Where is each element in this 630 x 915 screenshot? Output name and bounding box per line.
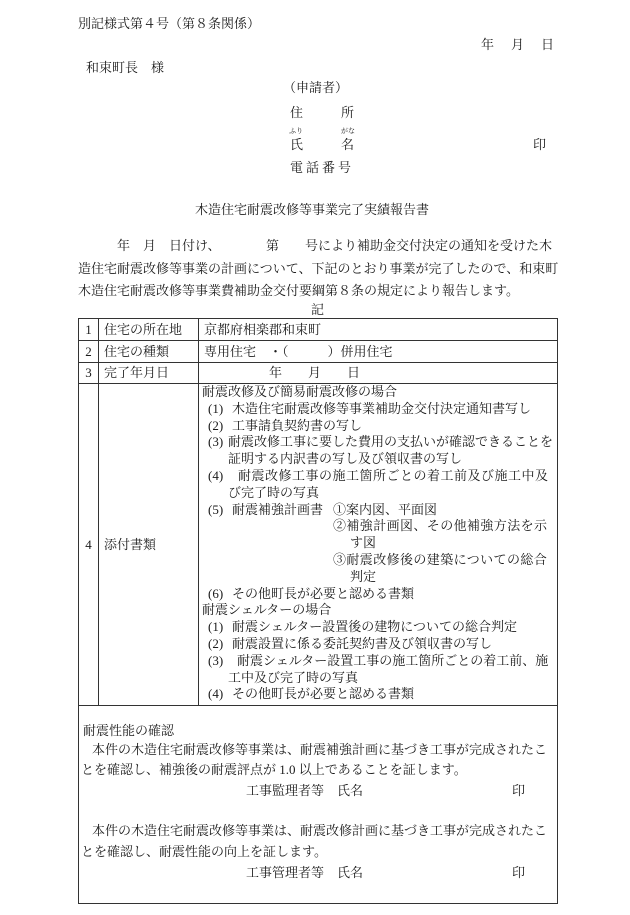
certification-line: とを確認し、耐震性能の向上を証します。 <box>81 844 327 859</box>
attachment-item-number: (5) <box>208 501 224 517</box>
row-number-text: 2 <box>85 343 92 359</box>
attachment-item-number: (3) <box>208 652 224 668</box>
applicant-heading: （申請者） <box>283 80 349 95</box>
name-furigana-left: ふり <box>289 127 303 135</box>
certification-line: 本件の木造住宅耐震改修等事業は、耐震改修計画に基づき工事が完成されたこ <box>79 823 548 838</box>
attachment-item-text: 耐震シェルター設置後の建物についての総合判定 <box>232 619 517 635</box>
row-value <box>199 363 558 384</box>
attachment-item-text: 工事請負契約書の写し <box>232 417 363 433</box>
addressee: 和束町長 様 <box>86 60 165 75</box>
attachment-item-text: 証明する内訳書の写し及び領収書の写し <box>228 451 463 467</box>
body-line: 木造住宅耐震改修等事業費補助金交付要綱第８条の規定により報告します。 <box>78 283 519 298</box>
attachment-item-text: 耐震設置に係る委託契約書及び領収書の写し <box>232 636 493 651</box>
signer-label: 工事管理者等 氏名 <box>246 865 364 880</box>
attachment-item-number: (2) <box>208 636 224 651</box>
body-line: 造住宅耐震改修等事業の計画について、下記のとおり事業が完了したので、和束町 <box>78 261 559 276</box>
row-value-text: 専用住宅 ・（ ）併用住宅 <box>204 343 393 359</box>
row-label-text: 住宅の所在地 <box>104 321 183 337</box>
certification-line: とを確認し、補強後の耐震評点が 1.0 以上であることを証します。 <box>81 762 467 777</box>
attachment-item-number: (4) <box>208 468 224 483</box>
row-value <box>199 341 558 363</box>
applicant-seal: 印 <box>533 137 547 152</box>
attachment-item-number: (1) <box>208 619 224 635</box>
attachment-item-text: 耐震改修工事に要した費用の支払いが確認できることを <box>228 434 554 450</box>
row-label-text: 添付書類 <box>104 536 157 552</box>
row-number <box>79 363 99 384</box>
row-value <box>199 319 558 341</box>
attachments-section-heading: 耐震改修及び簡易耐震改修の場合 <box>202 384 398 399</box>
name-furigana-right: がな <box>341 127 355 135</box>
attachment-item-text: 耐震補強計画書 <box>232 501 324 517</box>
attachment-sub-item: す図 <box>350 535 377 551</box>
name-label: 氏 名 <box>290 137 359 152</box>
row-label <box>99 341 199 363</box>
certification-box <box>78 706 558 904</box>
signer-label: 工事監理者等 氏名 <box>246 783 364 798</box>
attachment-item-number: (3) <box>208 434 224 450</box>
attachment-item-text: 耐震シェルター設置工事の施工箇所ごとの着工前、施 <box>237 652 549 668</box>
attachments-section-heading: 耐震シェルターの場合 <box>202 602 332 618</box>
row-number-text: 3 <box>85 365 92 380</box>
row-number <box>79 341 99 363</box>
attachment-item-number: (6) <box>208 585 224 601</box>
row-number <box>79 319 99 341</box>
certification-heading: 耐震性能の確認 <box>83 723 175 738</box>
attachment-item-number: (2) <box>208 417 224 433</box>
attachment-item-text: 耐震改修工事の施工箇所ごとの着工前及び施工中及 <box>238 468 549 483</box>
attachment-item-text: び完了時の写真 <box>228 484 320 500</box>
attachment-item-text: その他町長が必要と認める書類 <box>232 686 415 702</box>
attachments-cell <box>199 384 558 706</box>
attachment-item-text: 工中及び完了時の写真 <box>228 669 359 685</box>
row-label-text: 住宅の種類 <box>104 343 170 359</box>
details-table <box>78 318 558 706</box>
row-label-text: 完了年月日 <box>104 365 170 380</box>
row-label <box>99 363 199 384</box>
row-label <box>99 384 199 706</box>
address-label: 住 所 <box>290 105 359 120</box>
signer-seal: 印 <box>512 783 526 798</box>
form-number-label: 別記様式第４号（第８条関係） <box>78 16 261 31</box>
attachment-sub-item: ①案内図、平面図 <box>333 501 438 517</box>
ki-marker: 記 <box>311 302 325 317</box>
attachment-sub-item: ③耐震改修後の建築についての総合 <box>333 552 548 567</box>
certification-line: 本件の木造住宅耐震改修等事業は、耐震補強計画に基づき工事が完成されたこ <box>79 742 548 757</box>
document-title: 木造住宅耐震改修等事業完了実績報告書 <box>195 202 430 217</box>
row-number-text: 1 <box>85 321 92 337</box>
signer-seal: 印 <box>512 865 526 880</box>
phone-label: 電話番号 <box>290 160 355 175</box>
attachment-item-text: その他町長が必要と認める書類 <box>232 585 415 601</box>
attachment-sub-item: ②補強計画図、その他補強方法を示 <box>333 518 548 534</box>
row-value-text: 年 月 日 <box>204 365 361 380</box>
attachment-item-number: (1) <box>208 400 224 416</box>
row-number <box>79 384 99 706</box>
body-line: 年 月 日付け、 第 号により補助金交付決定の通知を受けた木 <box>78 238 552 253</box>
row-value-text: 京都府相楽郡和束町 <box>204 321 322 337</box>
attachment-item-text: 木造住宅耐震改修等事業補助金交付決定通知書写し <box>232 400 532 416</box>
row-number-text: 4 <box>85 536 92 552</box>
attachment-item-number: (4) <box>208 686 224 702</box>
submission-date-field: 年 月 日 <box>481 37 557 52</box>
row-label <box>99 319 199 341</box>
attachment-sub-item: 判定 <box>350 568 377 584</box>
